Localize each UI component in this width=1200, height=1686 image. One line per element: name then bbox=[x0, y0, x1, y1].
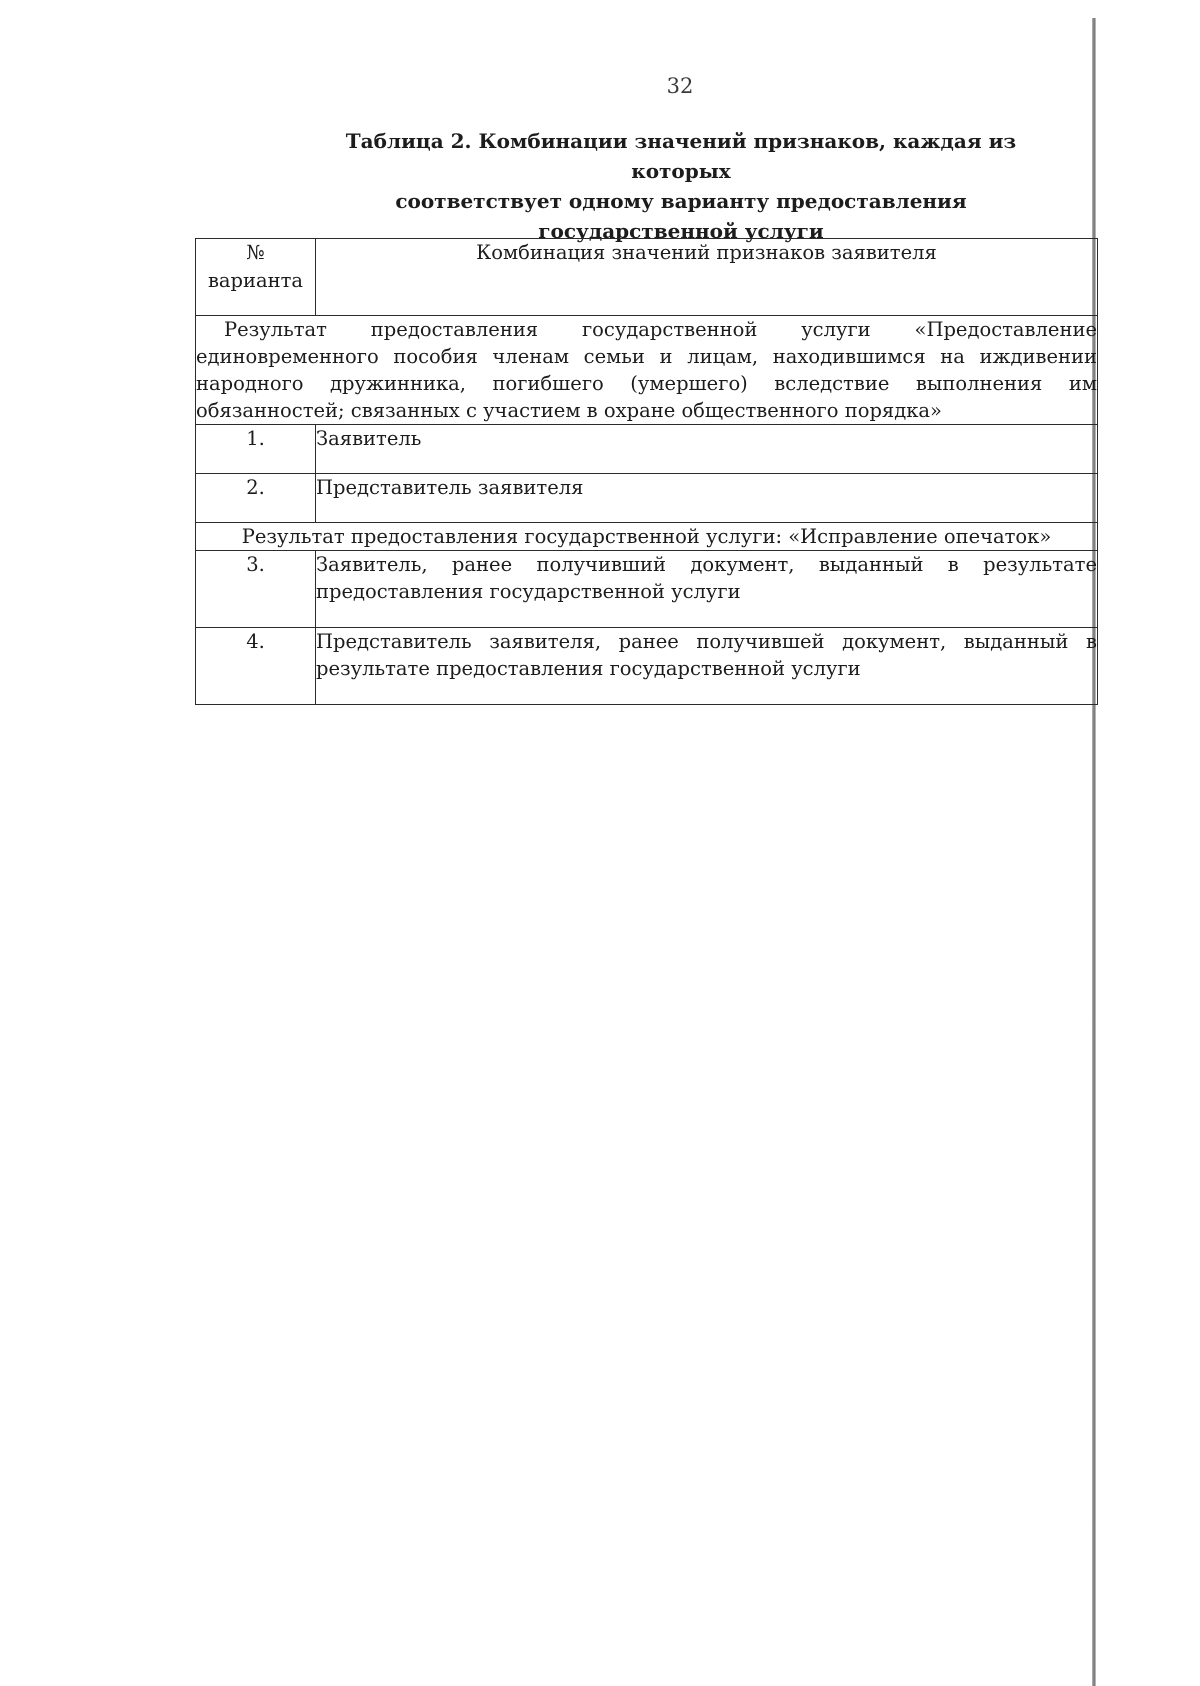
header-combination: Комбинация значений признаков заявителя bbox=[316, 239, 1098, 316]
section-result-2: Результат предоставления государственной услуги: «Исправление опечаток» bbox=[196, 523, 1098, 551]
table-row bbox=[196, 628, 1098, 705]
table-title-line-2: соответствует одному варианту предоставления bbox=[395, 189, 967, 213]
header-variant-number bbox=[196, 239, 316, 316]
table-row bbox=[196, 551, 1098, 628]
variant-combination: Заявитель bbox=[316, 425, 1098, 474]
variant-number: 2. bbox=[196, 474, 316, 523]
header-number-sign: № bbox=[246, 241, 265, 264]
variants-table bbox=[195, 238, 1098, 705]
table-title bbox=[300, 126, 1062, 246]
section-result-1 bbox=[196, 316, 1098, 425]
variant-number: 3. bbox=[196, 551, 316, 628]
variant-number: 4. bbox=[196, 628, 316, 705]
variant-combination: Представитель заявителя, ранее получившей документ, выданный в результате предоставления государственной услуги bbox=[316, 628, 1098, 705]
section-row-result-2 bbox=[196, 523, 1098, 551]
header-variant-label: варианта bbox=[207, 269, 304, 292]
table-title-line-3: государственной услуги bbox=[538, 219, 824, 243]
table-title-line-1: Таблица 2. Комбинации значений признаков, каждая из которых bbox=[345, 129, 1017, 183]
section-result-1-text: Результат предоставления государственной услуги «Предоставление единовременного пособия членам семьи и лицам, находившимся на иждивении народного дружинника, погибшего (умершего) вследствие выполнения им обязанностей; связанных с участием в охране общественного порядка» bbox=[196, 318, 1097, 422]
page-number: 32 bbox=[666, 74, 694, 98]
table-header-row bbox=[196, 239, 1098, 316]
section-row-result-1 bbox=[196, 316, 1098, 425]
variant-combination: Заявитель, ранее получивший документ, выданный в результате предоставления государственной услуги bbox=[316, 551, 1098, 628]
variant-number: 1. bbox=[196, 425, 316, 474]
table-row bbox=[196, 425, 1098, 474]
table-row bbox=[196, 474, 1098, 523]
variant-combination: Представитель заявителя bbox=[316, 474, 1098, 523]
